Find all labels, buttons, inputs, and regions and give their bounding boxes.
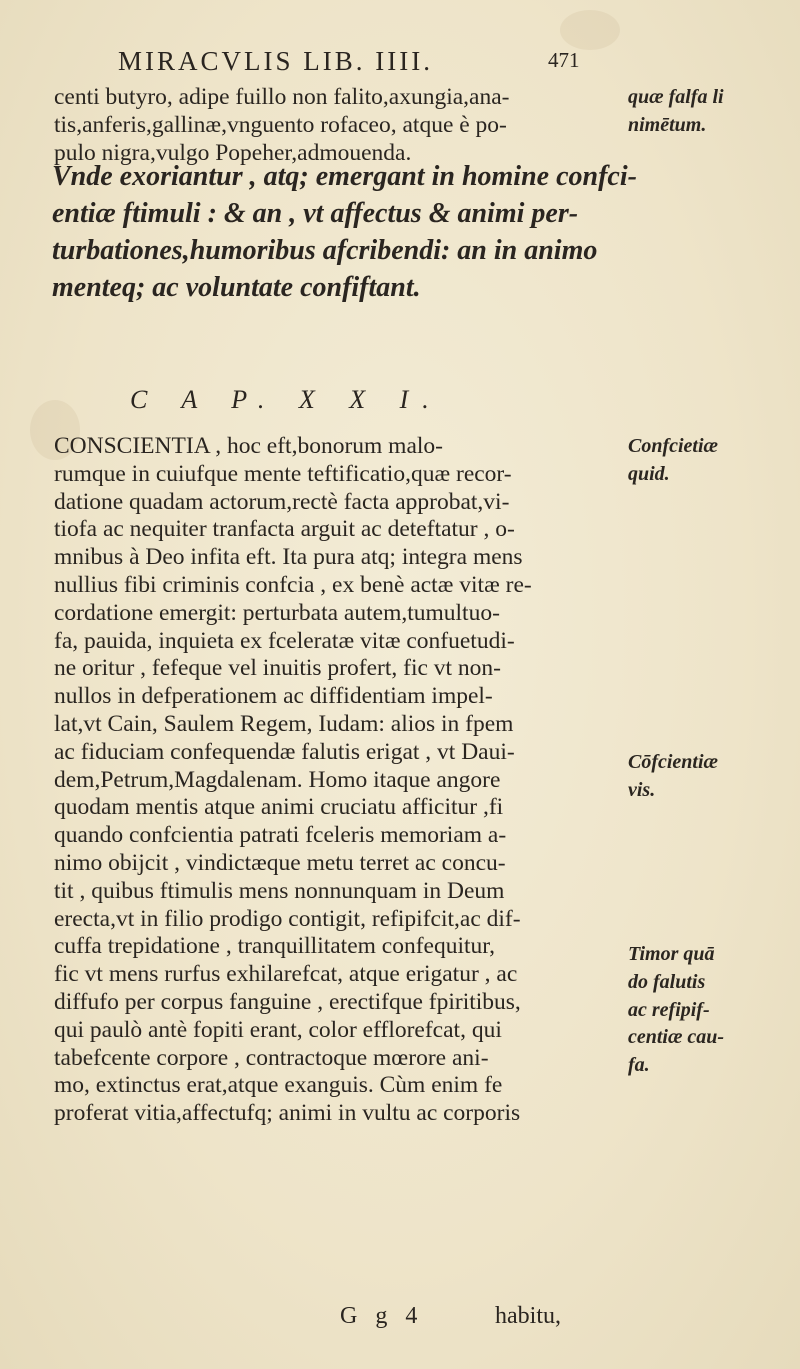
running-title: MIRACVLIS LIB. IIII.	[118, 46, 433, 76]
text-line: pulo nigra,vulgo Popeher,admouenda.	[54, 139, 412, 166]
text-line: CONSCIENTIA , hoc eft,bonorum malo-	[54, 433, 444, 459]
margin-note	[628, 84, 798, 140]
text-line: mnibus à Deo infita eft. Ita pura atq; integra mens	[54, 544, 523, 571]
text-line: tabefcente corpore , contractoque mœrore ani-	[54, 1044, 489, 1071]
text-line: nullius fibi criminis confcia , ex benè actæ vitæ re-	[54, 571, 532, 598]
text-line: quando confcientia patrati fceleris memoriam a-	[54, 822, 507, 849]
paper-stain	[560, 10, 620, 50]
heading-line: menteq; ac voluntate confiftant.	[52, 272, 421, 303]
signature-mark: G g 4	[340, 1303, 424, 1329]
page-number: 471	[548, 48, 580, 72]
heading-line: turbationes,humoribus afcribendi: an in animo	[52, 235, 598, 266]
text-line: nullos in defperationem ac diffidentiam impel-	[54, 683, 493, 710]
text-line: quodam mentis atque animi cruciatu afficitur ,fi	[54, 794, 504, 821]
text-line: ne oritur , fefeque vel inuitis profert, fic vt non-	[54, 655, 502, 682]
margin-note-line: Cōfcientiæ	[628, 751, 718, 773]
margin-note	[628, 941, 798, 1080]
text-line: nimo obijcit , vindictæque metu terret ac concu-	[54, 849, 506, 876]
margin-note-line: nimētum.	[628, 113, 707, 136]
continued-text-block	[54, 84, 626, 167]
text-line: rumque in cuiufque mente teftificatio,quæ recor-	[54, 460, 512, 487]
text-line: cuffa trepidatione , tranquillitatem confequitur,	[54, 933, 496, 960]
margin-note-line: do falutis	[628, 970, 706, 993]
heading-line: entiæ ftimuli : & an , vt affectus & animi per-	[52, 198, 579, 229]
heading-line: Vnde exoriantur , atq; emergant in homine confci-	[52, 161, 637, 192]
text-line: datione quadam actorum,rectè facta approbat,vi-	[54, 488, 510, 515]
margin-note	[628, 433, 798, 489]
text-line: centi butyro, adipe fuillo non falito,axungia,ana-	[54, 84, 510, 110]
page-footer	[340, 1303, 640, 1333]
text-line: cordatione emergit: perturbata autem,tumultuo-	[54, 599, 500, 626]
margin-note-line: ac refipif-	[628, 998, 710, 1021]
margin-note-line: centiæ cau-	[628, 1026, 725, 1049]
text-line: fa, pauida, inquieta ex fceleratæ vitæ confuetudi-	[54, 627, 515, 654]
margin-note-line: fa.	[628, 1054, 650, 1077]
text-line: ac fiduciam confequendæ falutis erigat , vt Daui-	[54, 738, 515, 765]
margin-note-line: quid.	[628, 462, 670, 485]
text-line: lat,vt Cain, Saulem Regem, Iudam: alios in fpem	[54, 710, 514, 737]
text-line: tit , quibus ftimulis mens nonnunquam in Deum	[54, 877, 505, 904]
margin-note-line: Confcietiæ	[628, 435, 718, 457]
text-line: mo, extinctus erat,atque exanguis. Cùm enim fe	[54, 1072, 503, 1099]
margin-note-line: vis.	[628, 778, 656, 801]
text-line: erecta,vt in filio prodigo contigit, refipifcit,ac dif-	[54, 905, 521, 932]
text-line: tiofa ac nequiter tranfacta arguit ac deteftatur , o-	[54, 516, 515, 543]
chapter-heading	[52, 158, 637, 306]
margin-note-line: quæ falfa li	[628, 86, 724, 108]
text-line: proferat vitia,affectufq; animi in vultu ac corporis	[54, 1100, 521, 1127]
catchword: habitu,	[495, 1303, 561, 1329]
margin-note	[628, 749, 798, 805]
text-line: fic vt mens rurfus exhilarefcat, atque erigatur , ac	[54, 961, 518, 988]
chapter-number: C A P. X X I.	[130, 385, 443, 414]
text-line: diffufo per corpus fanguine , erectifque fpiritibus,	[54, 988, 521, 1015]
text-line: dem,Petrum,Magdalenam. Homo itaque angore	[54, 766, 501, 793]
running-header	[118, 46, 638, 86]
chapter-body-text	[54, 433, 626, 1128]
margin-note-line: Timor quā	[628, 943, 715, 965]
text-line: tis,anferis,gallinæ,vnguento rofaceo, atque è po-	[54, 111, 507, 138]
text-line: qui paulò antè fopiti erant, color efflorefcat, qui	[54, 1016, 502, 1043]
